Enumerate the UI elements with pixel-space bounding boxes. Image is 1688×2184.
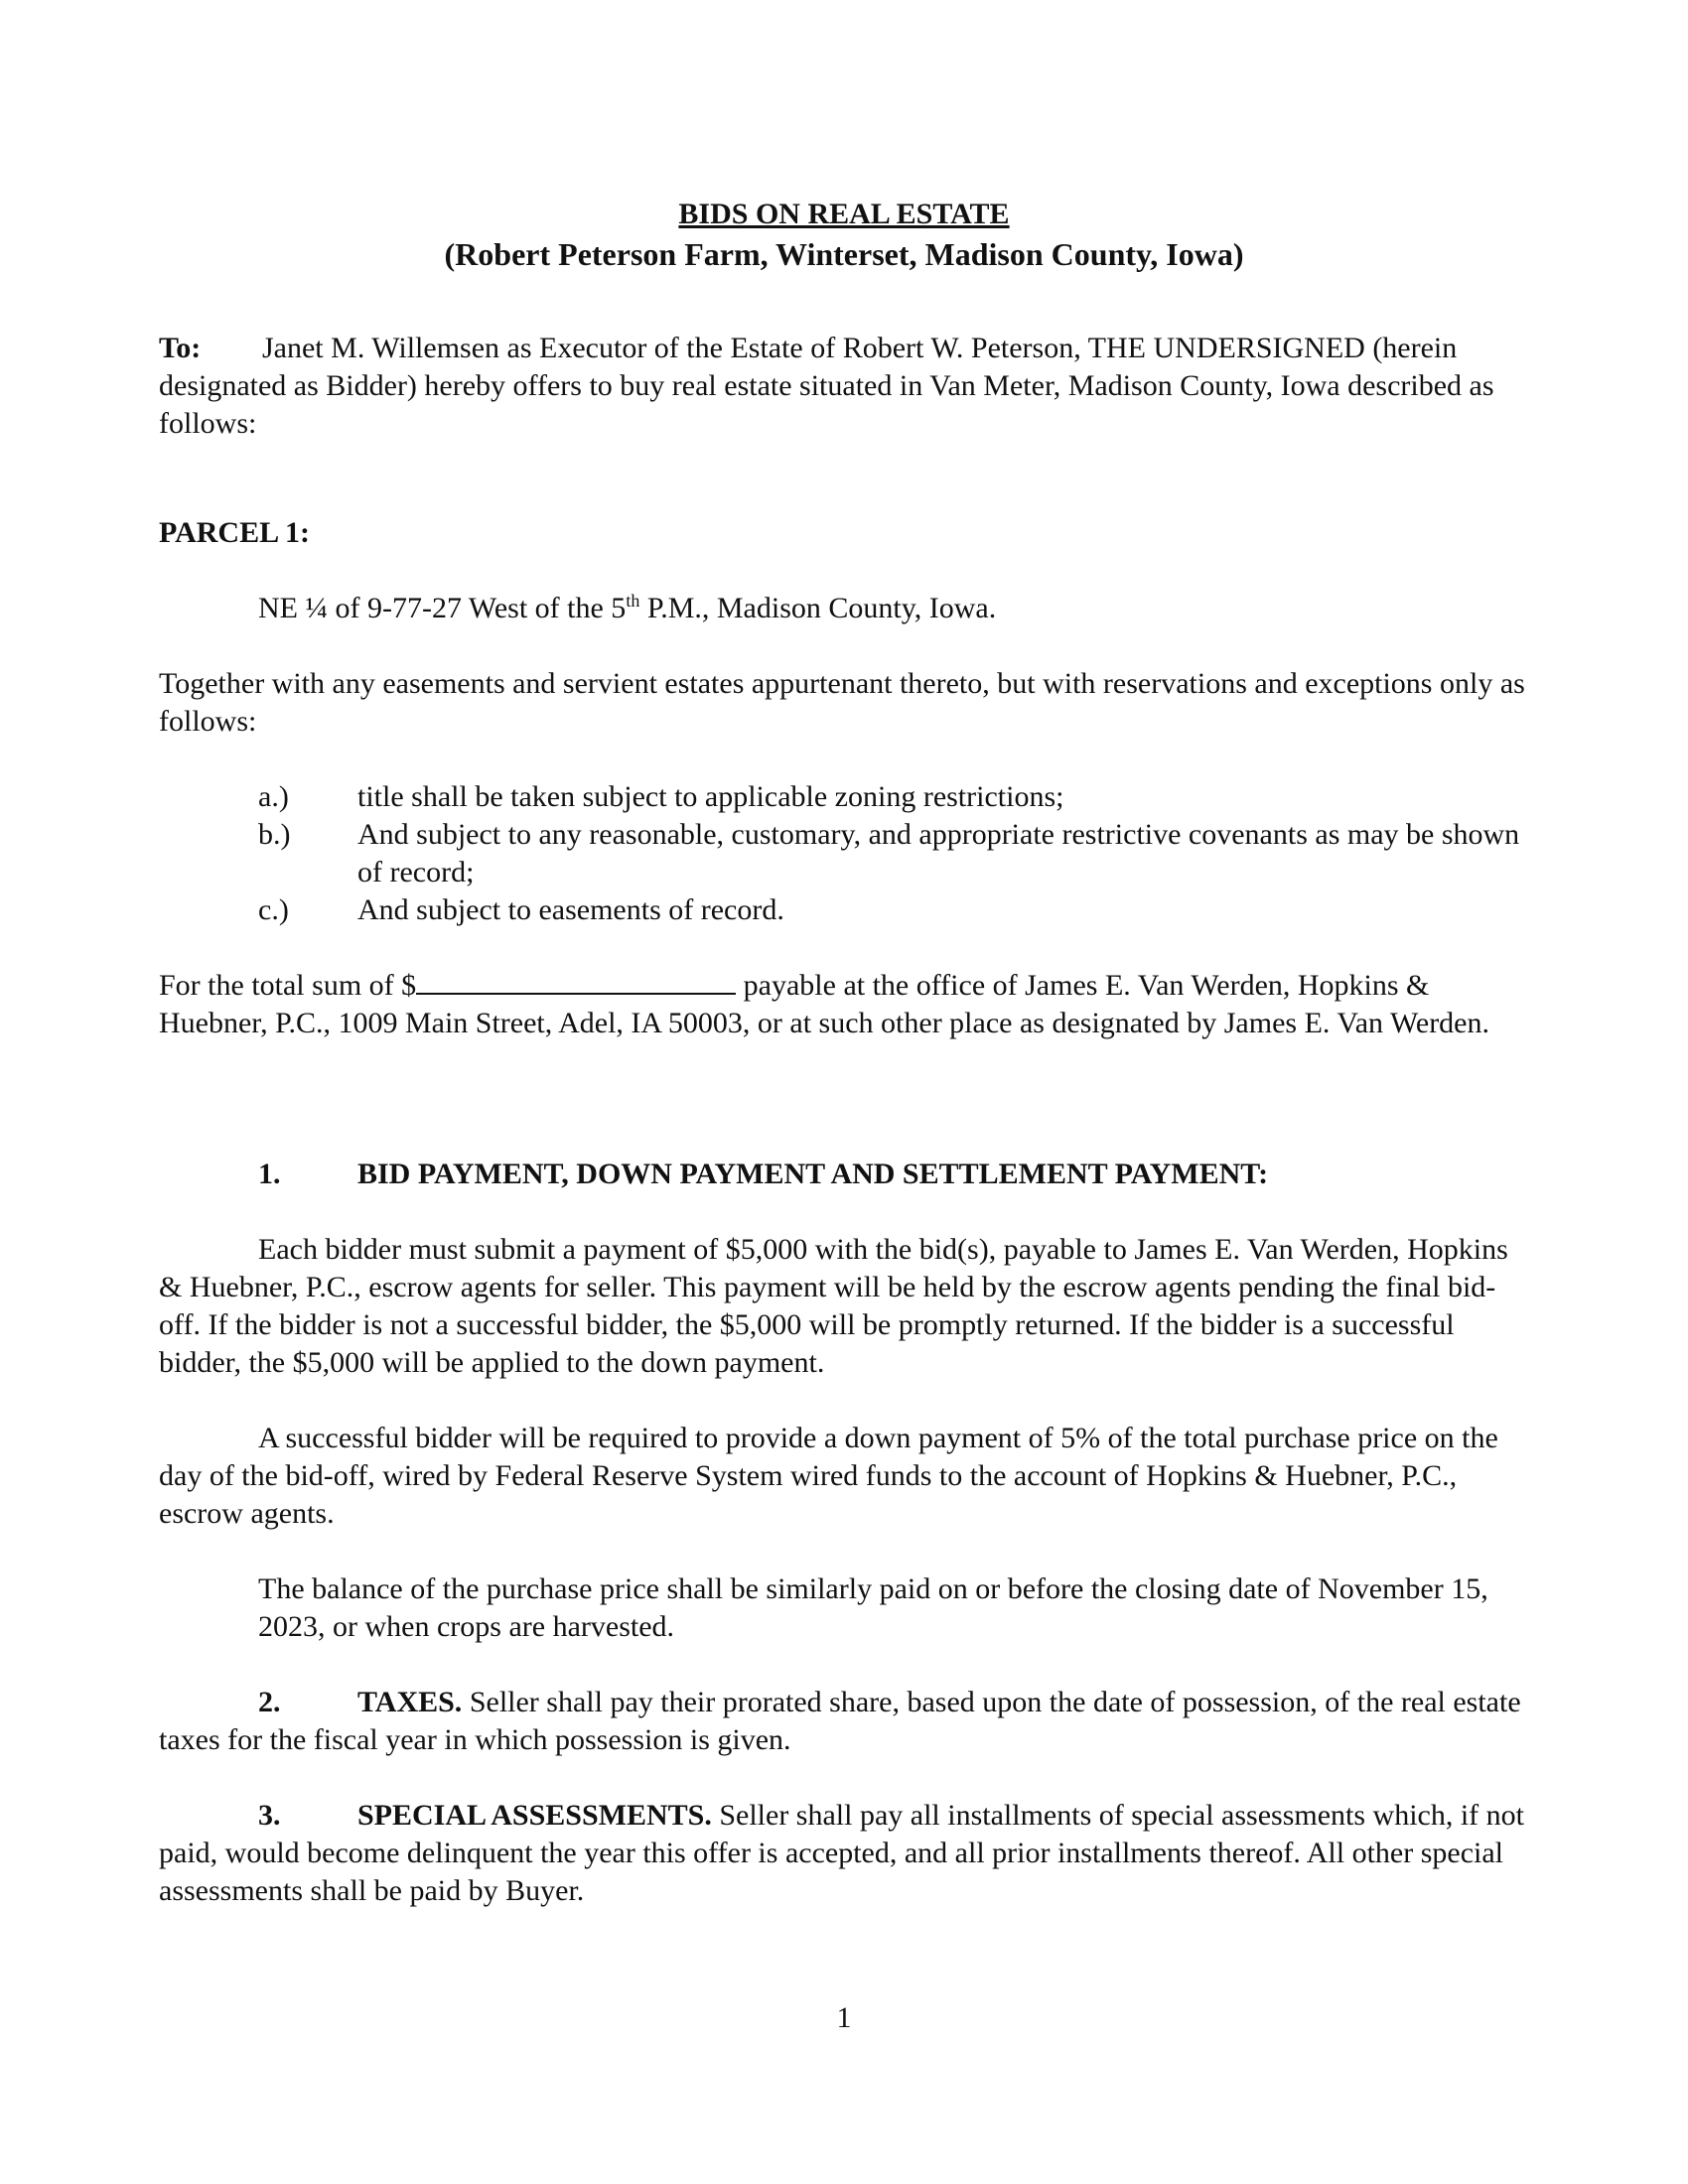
legal-after: P.M., Madison County, Iowa. [639,592,997,624]
parcel-heading: PARCEL 1: [159,516,310,549]
list-text: title shall be taken subject to applicable zoning restrictions; [357,780,1064,813]
list-text: And subject to any reasonable, customary, and appropriate restrictive covenants as may be shown of record; [357,818,1520,888]
section-1-number: 1. [258,1158,281,1190]
section-3-title: SPECIAL ASSESSMENTS. [357,1799,712,1832]
list-marker: b.) [258,818,291,851]
legal-before: NE ¼ of 9-77-27 West of the 5 [258,592,627,624]
list-item [159,891,1529,929]
together-paragraph: Together with any easements and servient estates appurtenant thereto, but with reservations and exceptions only as follows: [159,667,1525,738]
amount-blank-line[interactable] [416,967,736,995]
section-3-paragraph [159,1797,1529,1910]
intro-text: Janet M. Willemsen as Executor of the Estate of Robert W. Peterson, THE UNDERSIGNED (herein designated as Bidder) hereby offers to buy real estate situated in Van Meter, Madison County, Iowa described as follows: [159,332,1494,440]
to-label: To: [159,332,202,364]
legal-superscript: th [626,591,640,611]
document-page [159,195,1529,1910]
section-2-paragraph [159,1684,1529,1759]
list-item [159,816,1529,891]
document-title [159,195,1529,274]
section-2-number: 2. [258,1686,281,1718]
exceptions-list [159,778,1529,929]
section-1-paragraph-1: Each bidder must submit a payment of $5,000 with the bid(s), payable to James E. Van Werden, Hopkins & Huebner, P.C., escrow agents for seller. This payment will be held by the escrow agents pending the final bid-off. If the bidder is not a successful bidder, the $5,000 will be promptly returned. If the bidder is a successful bidder, the $5,000 will be applied to the down payment. [159,1233,1508,1379]
list-marker: a.) [258,780,289,813]
section-1-paragraph-3: The balance of the purchase price shall be similarly paid on or before the closing date of November 15, 2023, or when crops are harvested. [258,1572,1488,1643]
page-number: 1 [836,2001,852,2034]
section-3-text: Seller shall pay all installments of special assessments which, if not paid, would become delinquent the year this offer is accepted, and all prior installments thereof. All other special assessments shall be paid by Buyer. [159,1799,1525,1907]
section-1-paragraph-2: A successful bidder will be required to provide a down payment of 5% of the total purchase price on the day of the bid-off, wired by Federal Reserve System wired funds to the account of Hopkins & Huebner, P.C., escrow agents. [159,1422,1498,1530]
sum-after: payable at the office of James E. Van Werden, Hopkins & Huebner, P.C., 1009 Main Street, Adel, IA 50003, or at such other place as designated by James E. Van Werden. [159,969,1489,1039]
sum-before: For the total sum of $ [159,969,417,1002]
section-2-text: Seller shall pay their prorated share, based upon the date of possession, of the real estate taxes for the fiscal year in which possession is given. [159,1686,1521,1756]
list-item [159,778,1529,816]
title-line-2: (Robert Peterson Farm, Winterset, Madison County, Iowa) [444,236,1244,272]
section-1-heading [159,1156,1529,1193]
intro-paragraph [159,330,1529,443]
section-1-title: BID PAYMENT, DOWN PAYMENT AND SETTLEMENT PAYMENT: [357,1158,1269,1190]
list-text: And subject to easements of record. [357,893,784,926]
title-line-1: BIDS ON REAL ESTATE [678,198,1010,230]
section-2-title: TAXES. [357,1686,463,1718]
section-3-number: 3. [258,1799,281,1832]
list-marker: c.) [258,893,289,926]
sum-paragraph [159,967,1529,1042]
legal-description [159,590,1529,627]
